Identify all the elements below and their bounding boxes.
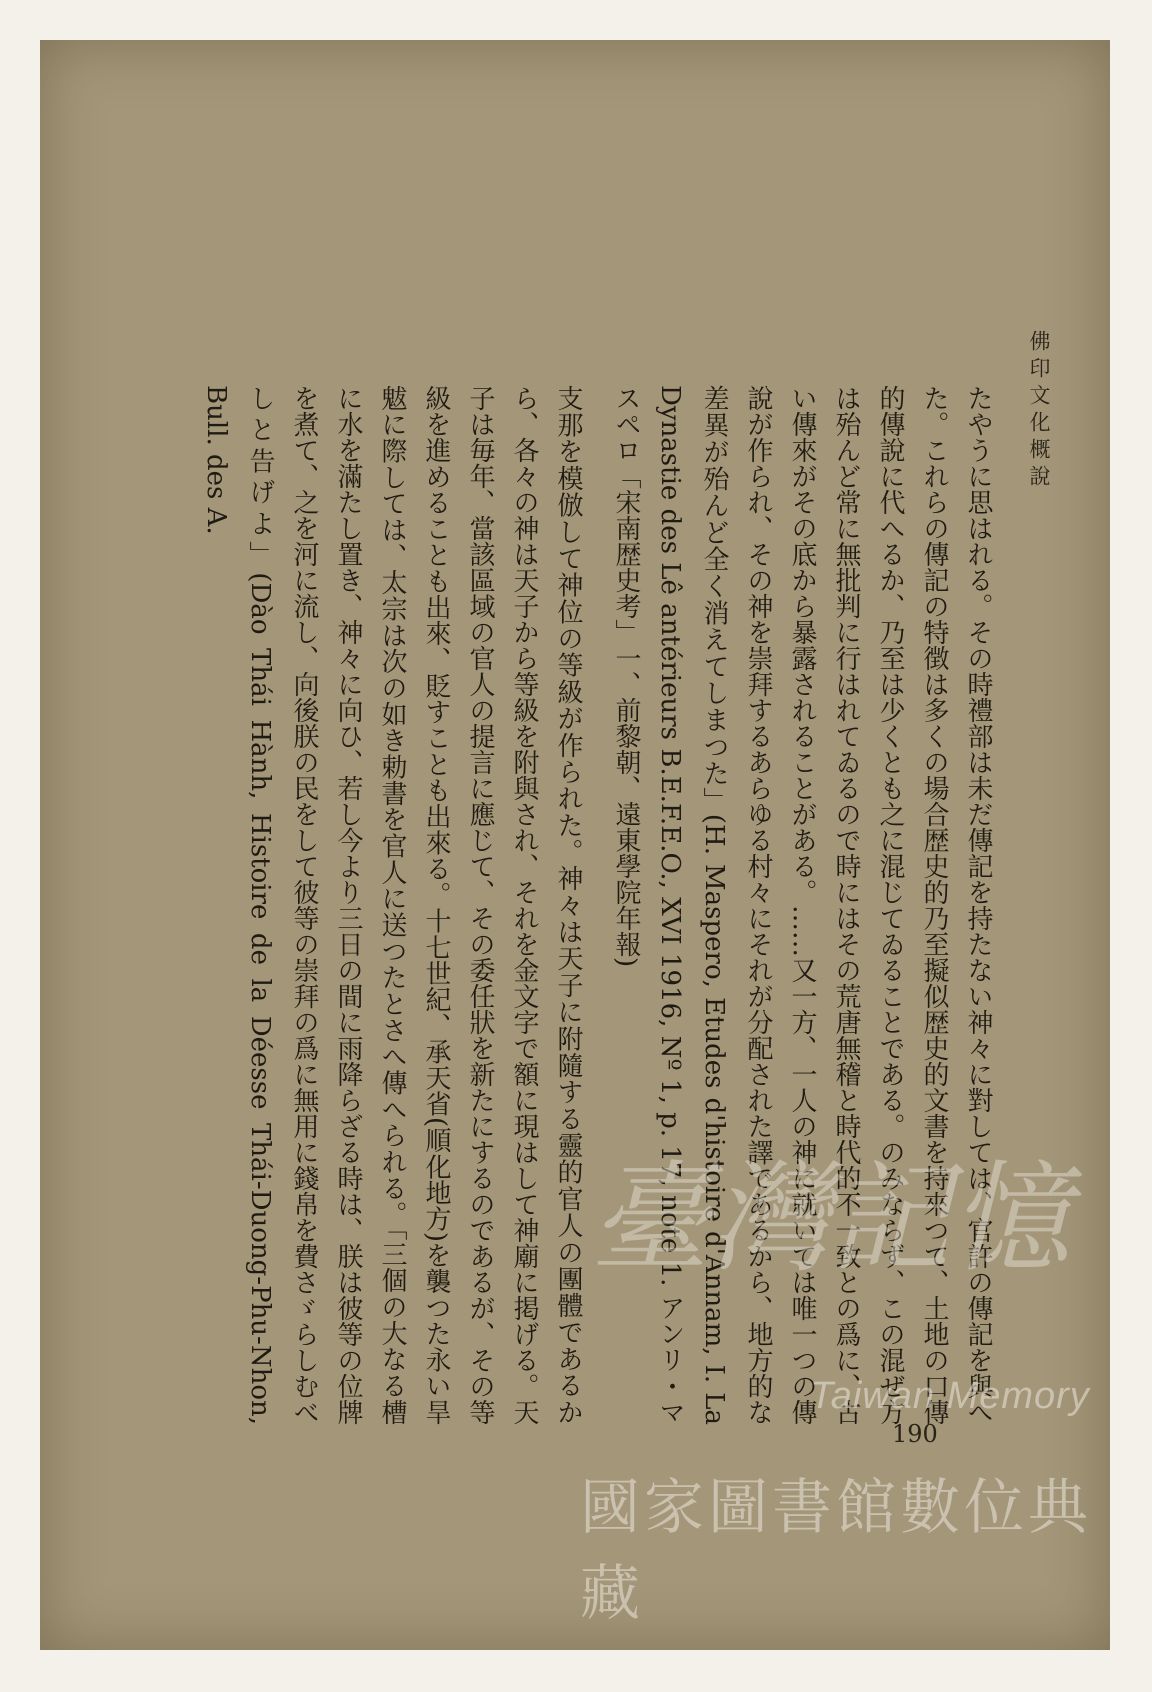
running-head: 佛印文化概說 [1027,330,1051,492]
watermark-english: Taiwan Memory [810,1375,1090,1417]
watermark-chinese: 國家圖書館數位典藏 [580,1473,1092,1629]
book-page [40,40,1110,1650]
logo-lettering: 臺灣記憶 [590,1150,1070,1280]
paragraph-1: たやうに思はれる。その時禮部は未だ傳記を持たない神々に對しては、官許の傳記を與へた。これらの傳記の特徴は多くの場合歴史的乃至擬似歴史的文書を持來つて、土地の口傳的傳說に代へるか、乃至は少くとも之に混じてゐることである。のみならず、この混ぜ方は殆んど常に無批判に行はれてゐるので時にはその荒唐無稽と時代的不一致との爲に、古い傳來がその底から暴露されることがある。……又一方、一人の神に就いては唯一つの傳說が作られ、その神を崇拜するあらゆる村々にそれが分配された譯であるから、地方的な差異が殆んど全く消えてしまつた」(H. Maspero, Etudes d'histoire d'Annam, I. La Dynastie des Lê antérieurs B.E.F.E.O., XVI 1916, Nº 1, p. 17, note 1. アンリ・マスペロ「宋南歴史考」一、前黎朝、遠東學院年報) [611,385,993,1425]
page-number: 190 [892,1420,938,1448]
taiwan-memory-logo [580,1150,1100,1280]
paragraph-2: 支那を模倣して神位の等級が作られた。神々は天子に附隨する靈的官人の團體であるから、各々の神は天子から等級を附與され、それを金文字で額に現はして神廟に掲げる。天子は毎年、當該區域の官人の提言に應じて、その委任狀を新たにするのであるが、その等級を進めることも出來、貶すことも出來る。十七世紀、承天省(順化地方)を襲つた永い旱魃に際しては、太宗は次の如き勅書を官人に送つたとさへ傳へられる。「三個の大なる槽に水を滿たし置き、神々に向ひ、若し今より三日の間に雨降らざる時は、朕は彼等の位牌を煮て、之を河に流し、向後朕の民をして彼等の崇拜の爲に無用に錢帛を費さゞらしむべしと告げよ」(Dào Thái Hành, Histoire de la Déesse Thái-Duong-Phu-Nhon, Bull. des A. [201,385,583,1425]
